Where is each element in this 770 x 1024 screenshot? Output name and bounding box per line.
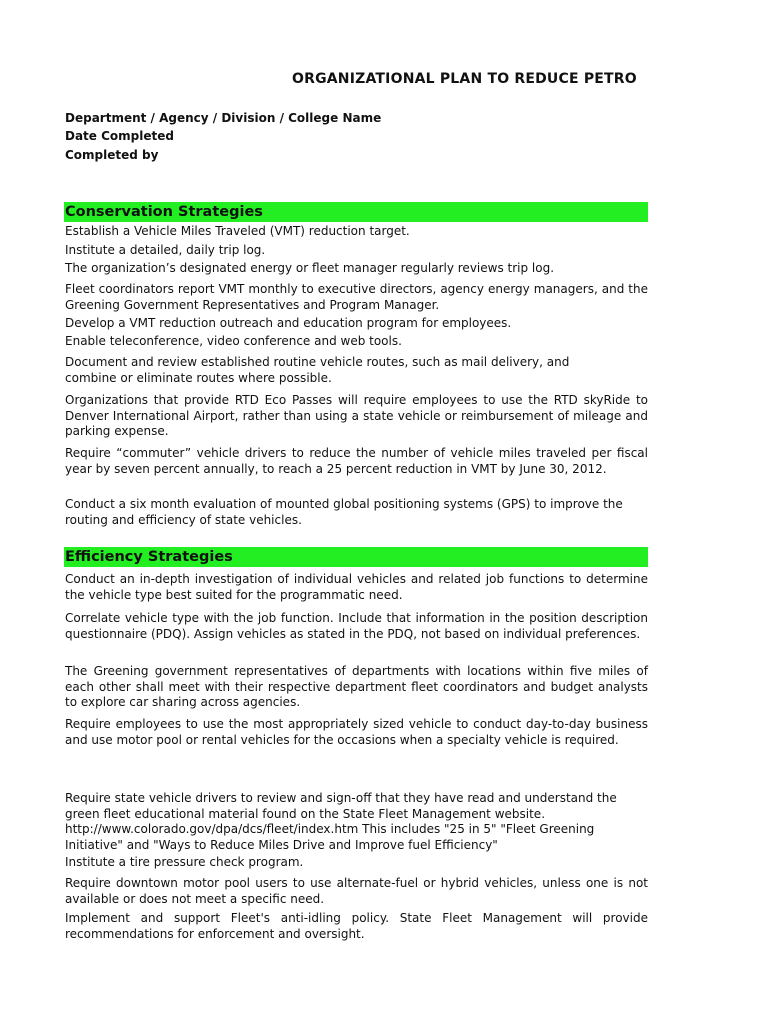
efficiency-item: Institute a tire pressure check program.: [65, 855, 304, 869]
conservation-item: Fleet coordinators report VMT monthly to executive directors, agency energy managers, and the Greening Government Representatives and Program Manager.: [65, 282, 648, 312]
efficiency-item: Conduct an in-depth investigation of individual vehicles and related job functions to determine the vehicle type best suited for the programmatic need.: [65, 572, 648, 602]
efficiency-item: Correlate vehicle type with the job function. Include that information in the position description questionnaire (PDQ). Assign vehicles as stated in the PDQ, not based on individual preferences.: [65, 611, 648, 641]
efficiency-item: Implement and support Fleet's anti-idling policy. State Fleet Management will provide recommendations for enforcement and oversight.: [65, 911, 648, 941]
efficiency-item: Require downtown motor pool users to use alternate-fuel or hybrid vehicles, unless one is not available or does not meet a specific need.: [65, 876, 648, 906]
efficiency-strategies-heading: Efficiency Strategies: [64, 547, 648, 567]
conservation-item: Require “commuter” vehicle drivers to reduce the number of vehicle miles traveled per fiscal year by seven percent annually, to reach a 25 percent reduction in VMT by June 30, 2012.: [65, 446, 648, 476]
efficiency-item: Require state vehicle drivers to review and sign-off that they have read and understand the green fleet educational material found on the State Fleet Management website. http://www.colorado.gov/dpa/dcs/fleet/index.htm This includes "25 in 5" "Fleet Greening Initiative" and "Ways to Reduce Miles Drive and Improve fuel Efficiency": [65, 791, 617, 852]
conservation-item: Document and review established routine vehicle routes, such as mail delivery, and combine or eliminate routes where possible.: [65, 355, 570, 385]
department-name-label: Department / Agency / Division / College Name: [65, 111, 382, 125]
efficiency-item: Require employees to use the most appropriately sized vehicle to conduct day-to-day business and use motor pool or rental vehicles for the occasions when a specialty vehicle is required.: [65, 717, 648, 747]
completed-by-label: Completed by: [65, 148, 159, 162]
conservation-item: The organization’s designated energy or fleet manager regularly reviews trip log.: [65, 261, 555, 275]
document-title: ORGANIZATIONAL PLAN TO REDUCE PETRO: [292, 71, 637, 87]
conservation-item: Conduct a six month evaluation of mounted global positioning systems (GPS) to improve the routing and efficiency of state vehicles.: [65, 497, 623, 527]
date-completed-label: Date Completed: [65, 129, 174, 143]
conservation-item: Enable teleconference, video conference and web tools.: [65, 334, 402, 348]
conservation-item: Establish a Vehicle Miles Traveled (VMT) reduction target.: [65, 224, 410, 238]
conservation-item: Organizations that provide RTD Eco Passes will require employees to use the RTD skyRide to Denver International Airport, rather than using a state vehicle or reimbursement of mileage and parking expense.: [65, 393, 648, 438]
conservation-item: Institute a detailed, daily trip log.: [65, 243, 266, 257]
efficiency-item: The Greening government representatives of departments with locations within five miles of each other shall meet with their respective department fleet coordinators and budget analysts to explore car sharing across agencies.: [65, 664, 648, 709]
conservation-item: Develop a VMT reduction outreach and education program for employees.: [65, 316, 512, 330]
conservation-strategies-heading: Conservation Strategies: [64, 202, 648, 222]
